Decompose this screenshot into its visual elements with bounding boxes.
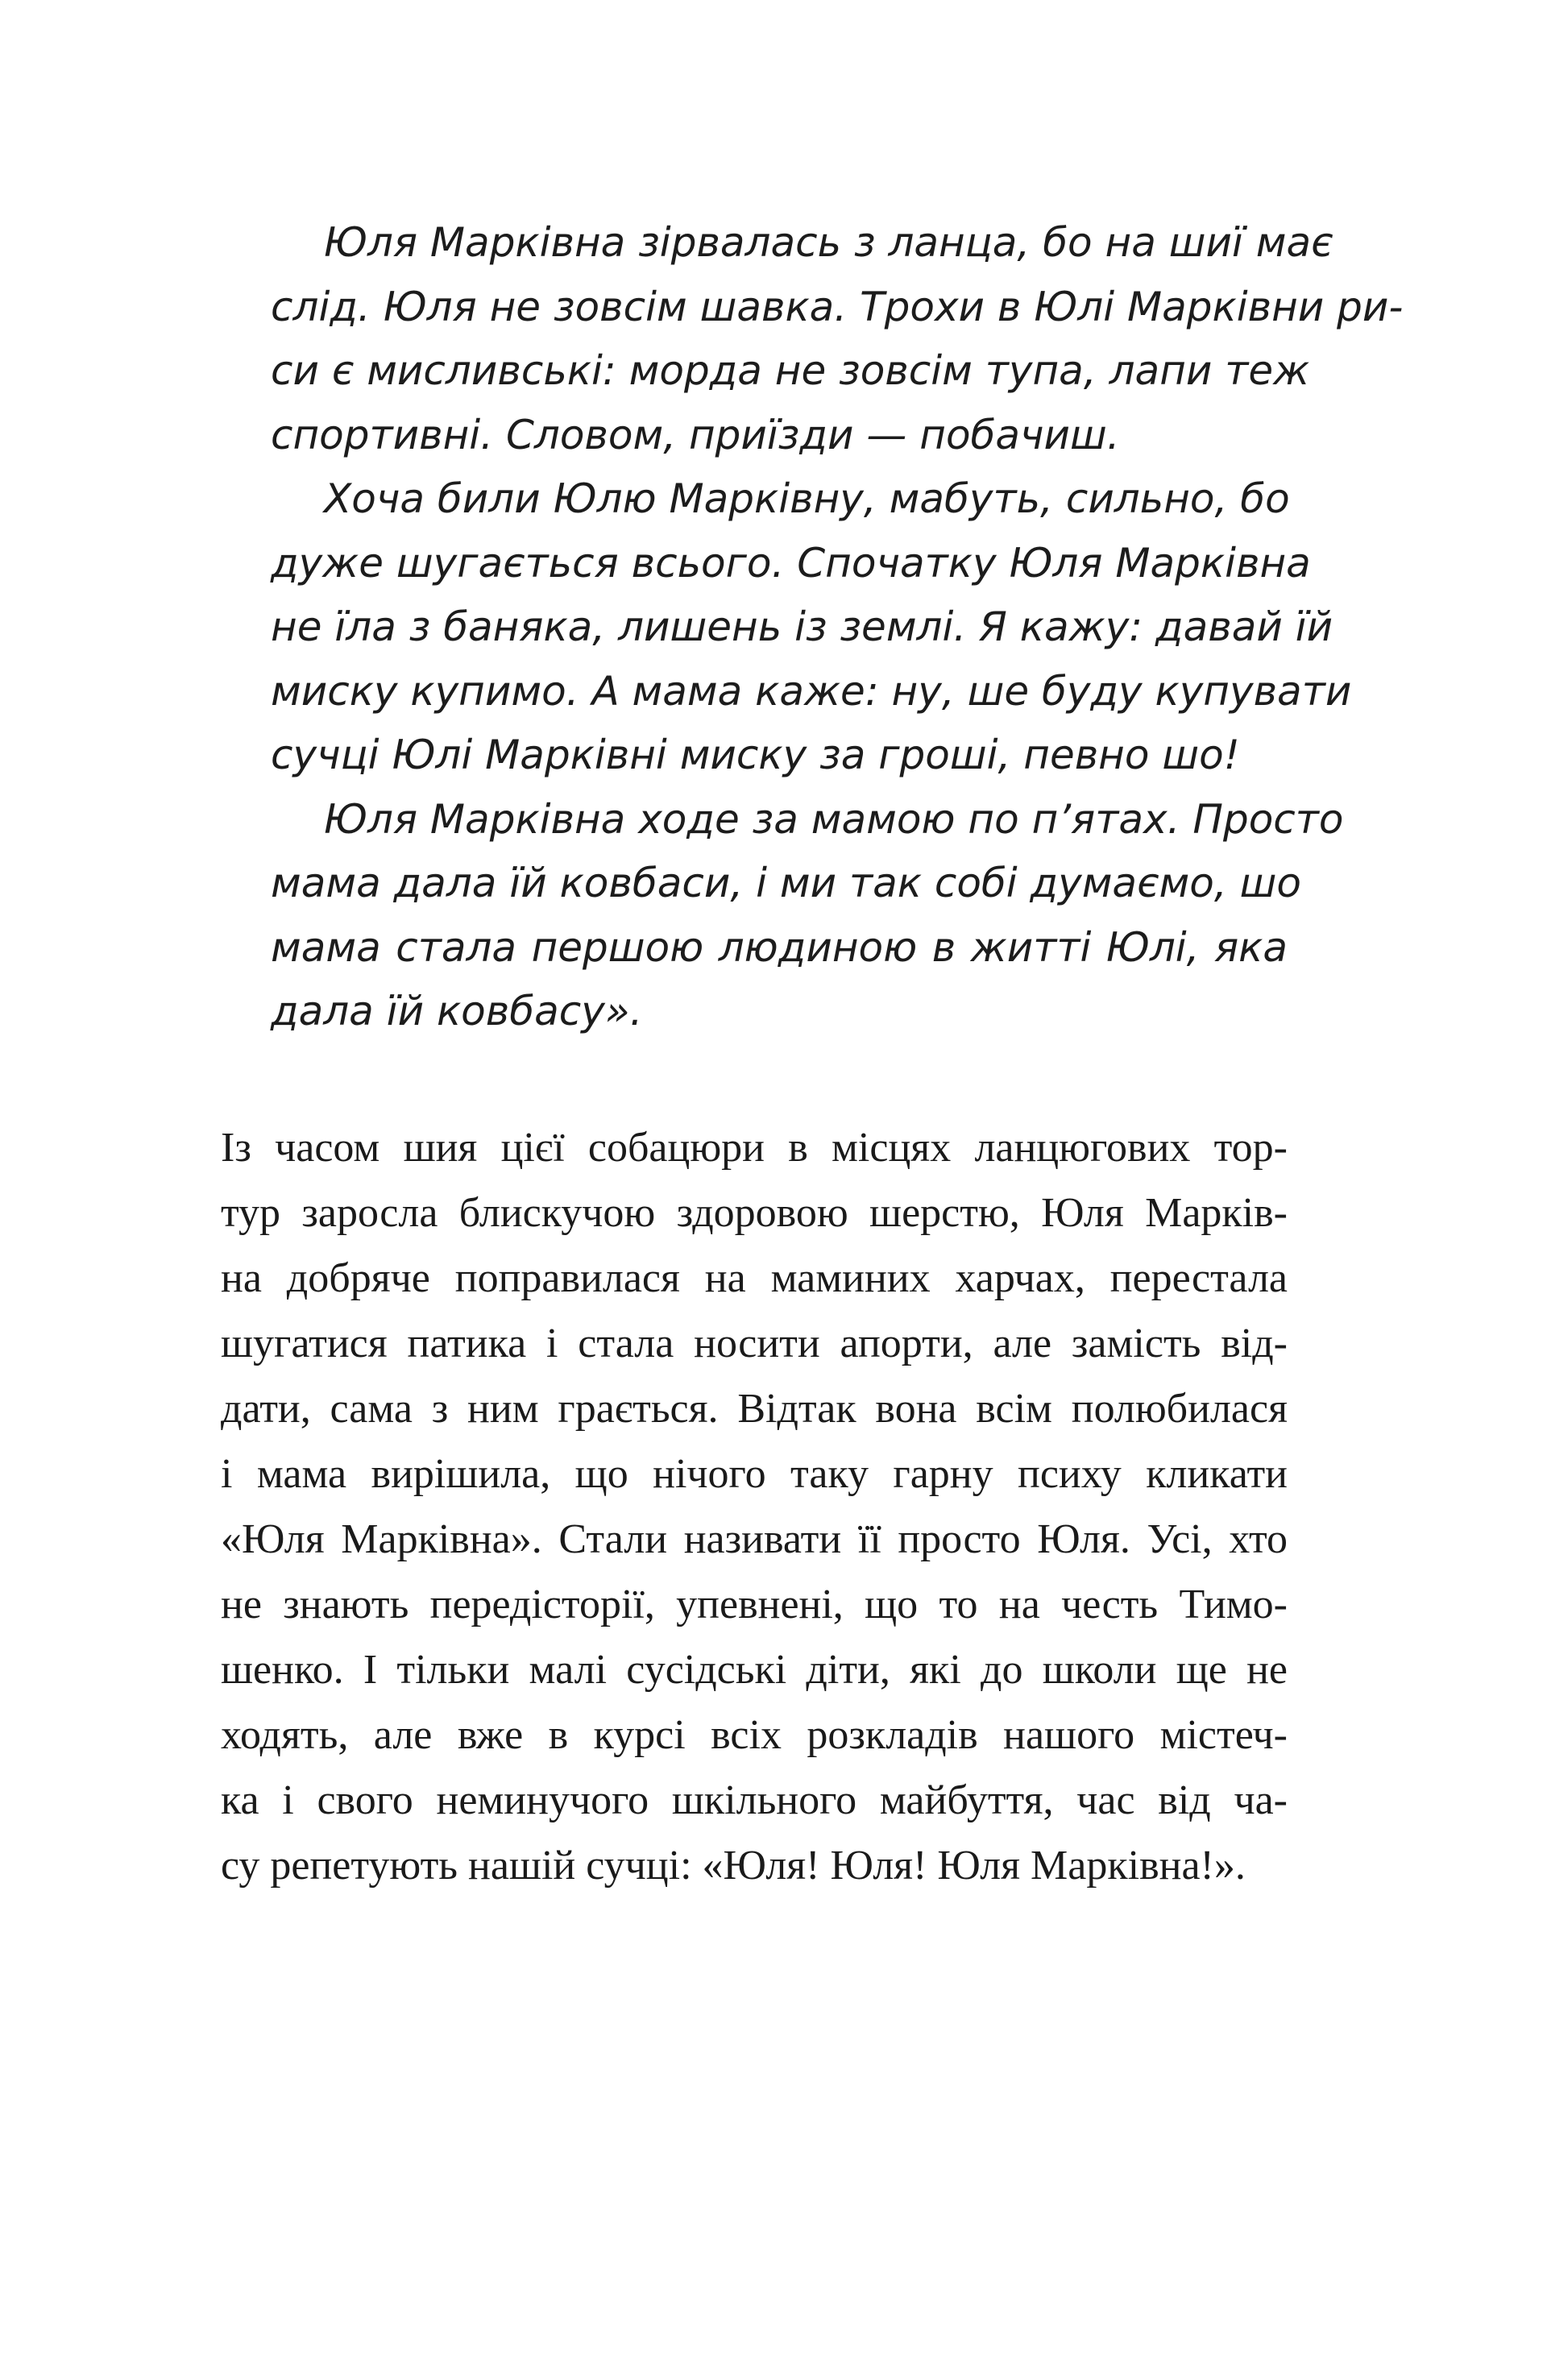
quote-line: мама стала першою людиною в житті Юлі, яка [271, 923, 1288, 971]
narrative-line: су репетують нашій сучці: «Юля! Юля! Юля Марківна!». [221, 1843, 1246, 1889]
narrative-line: не знають передісторії, упевнені, що то на честь Тимо- [221, 1582, 1288, 1627]
quote-line: не їла з баняка, лишень із землі. Я кажу: давай їй [271, 603, 1333, 650]
narrative-line: тур заросла блискучою здоровою шерстю, Юля Марків- [221, 1190, 1288, 1236]
quote-line: Хоча били Юлю Марківну, мабуть, сильно, бо [324, 475, 1290, 522]
quote-line: дала їй ковбасу». [271, 988, 643, 1035]
handwritten-quote-block [271, 211, 1404, 1044]
quote-line: спортивні. Словом, приїзди — побачиш. [271, 411, 1120, 458]
quote-line: дуже шугається всього. Спочатку Юля Марківна [271, 539, 1311, 587]
quote-line: сучці Юлі Марківні миску за гроші, певно шо! [271, 732, 1240, 778]
narrative-line: шенко. І тільки малі сусідські діти, які до школи ще не [221, 1647, 1288, 1693]
quote-line: слід. Юля не зовсім шавка. Трохи в Юлі Марківни ри- [271, 283, 1404, 330]
narrative-paragraph [221, 1115, 1288, 1898]
narrative-line: дати, сама з ним грається. Відтак вона всім полюбилася [221, 1386, 1288, 1432]
narrative-line: на добряче поправилася на маминих харчах, перестала [221, 1255, 1288, 1301]
narrative-line: ходять, але вже в курсі всіх розкладів нашого містеч- [221, 1712, 1288, 1758]
narrative-line: і мама вирішила, що нічого таку гарну психу кликати [221, 1451, 1288, 1497]
narrative-line: Із часом шия цієї собацюри в місцях ланцюгових тор- [221, 1125, 1288, 1171]
quote-line: Юля Марківна ходе за мамою по п’ятах. Просто [324, 795, 1344, 843]
quote-line: Юля Марківна зірвалась з ланца, бо на шиї має [324, 219, 1333, 266]
narrative-line: «Юля Марківна». Стали називати її просто Юля. Усі, хто [221, 1516, 1288, 1562]
quote-line: си є мисливські: морда не зовсім тупа, лапи теж [271, 347, 1310, 394]
quote-line: мама дала їй ковбаси, і ми так собі думаємо, шо [271, 860, 1301, 906]
narrative-line: шугатися патика і стала носити апорти, але замість від- [221, 1321, 1288, 1366]
narrative-line: ка і свого неминучого шкільного майбуття, час від ча- [221, 1777, 1288, 1823]
quote-line: миску купимо. А мама каже: ну, ше буду купувати [271, 667, 1352, 715]
